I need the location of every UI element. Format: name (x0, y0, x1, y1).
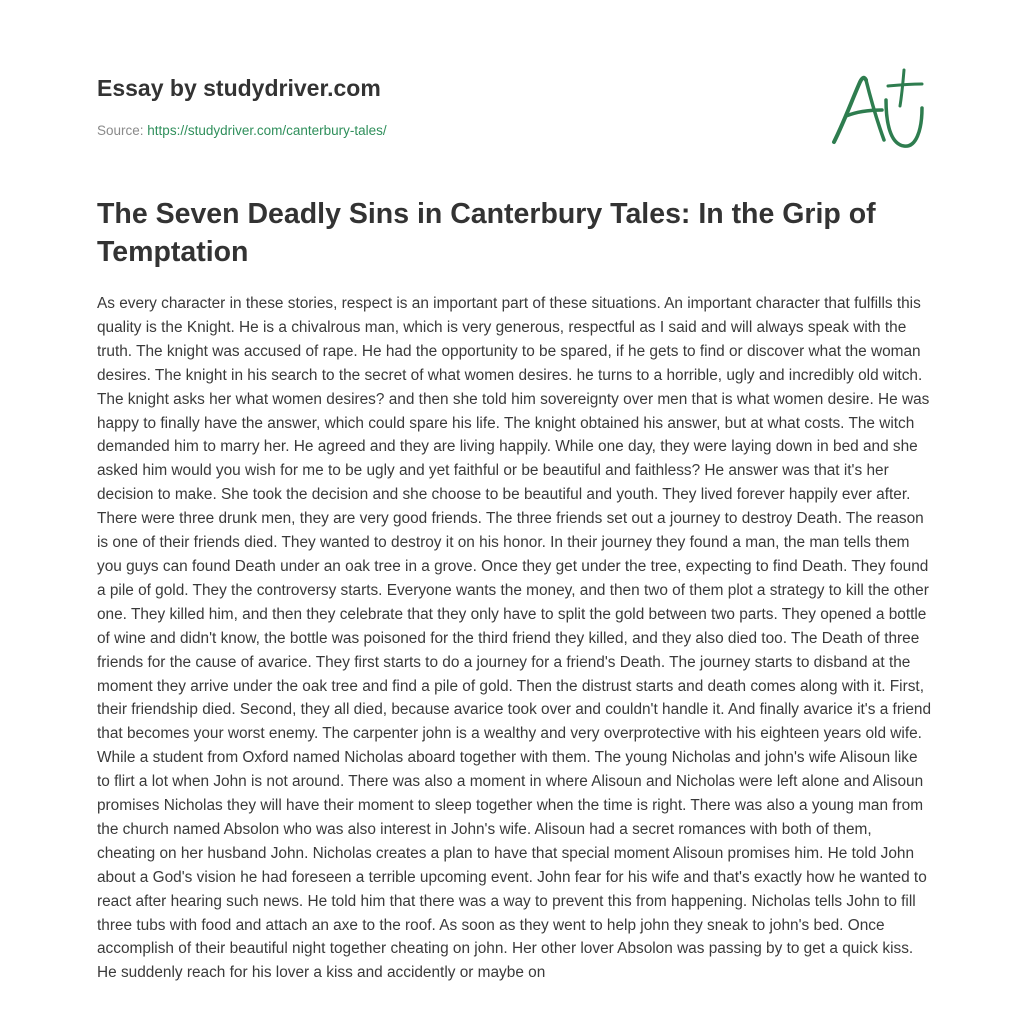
source-link[interactable]: https://studydriver.com/canterbury-tales/ (147, 123, 387, 138)
a-plus-logo-graphic (826, 60, 930, 160)
site-title: Essay by studydriver.com (97, 75, 381, 101)
source-label: Source: (97, 123, 144, 138)
document-title: The Seven Deadly Sins in Canterbury Tales: In the Grip of Temptation (97, 198, 876, 268)
essay-body: As every character in these stories, respect is an important part of these situations. An important character that fulfills this quality is the Knight. He is a chivalrous man, which is very generous, respectful as I said and will always speak with the truth. The knight was accused of rape. He had the opportunity to be spared, if he gets to find or discover what the woman desires. The knight in his search to the secret of what women desires. he turns to a horrible, ugly and incredibly old witch. The knight asks her what women desires? and then she told him sovereignty over men that is what women desire. He was happy to finally have the answer, which could spare his life. The knight obtained his answer, but at what costs. The witch demanded him to marry her. He agreed and they are living happily. While one day, they were laying down in bed and she asked him would you wish for me to be ugly and yet faithful or be beautiful and faithless? He answer was that it's her decision to make. She took the decision and she choose to be beautiful and youth. They lived forever happily ever after. There were three drunk men, they are very good friends. The three friends set out a journey to destroy Death. The reason is one of their friends died. They wanted to destroy it on his honor. In their journey they found a man, the man tells them you guys can found Death under an oak tree in a grove. Once they get under the tree, expecting to find Death. They found a pile of gold. They the controversy starts. Everyone wants the money, and then two of them plot a strategy to kill the other one. They killed him, and then they celebrate that they only have to split the gold between two parts. They opened a bottle of wine and didn't know, the bottle was poisoned for the third friend they killed, and they also died too. The Death of three friends for the cause of avarice. They first starts to do a journey for a friend's Death. The journey starts to disband at the moment they arrive under the oak tree and find a pile of gold. Then the distrust starts and death comes along with it. First, their friendship died. Second, they all died, because avarice took over and couldn't handle it. And finally avarice it's a friend that becomes your worst enemy. The carpenter john is a wealthy and very overprotective with his eighteen years old wife. While a student from Oxford named Nicholas aboard together with them. The young Nicholas and john's wife Alisoun like to flirt a lot when John is not around. There was also a moment in where Alisoun and Nicholas were left alone and Alisoun promises Nicholas they will have their moment to sleep together when the time is right. There was also a young man from the church named Absolon who was also interest in John's wife. Alisoun had a secret romances with both of them, cheating on her husband John. Nicholas creates a plan to have that special moment Alisoun promises him. He told John about a God's vision he had foreseen a terrible upcoming event. John fear for his wife and that's exactly how he wanted to react after hearing such news. He told him that there was a way to prevent this from happening. Nicholas tells John to fill three tubs with food and attach an axe to the roof. As soon as they went to help john they sneak to john's bed. Once accomplish of their beautiful night together cheating on john. Her other lover Absolon was passing by to get a quick kiss. He suddenly reach for his lover a kiss and accidently or maybe on (97, 295, 932, 982)
a-plus-icon (826, 60, 930, 160)
source-line (97, 122, 387, 140)
